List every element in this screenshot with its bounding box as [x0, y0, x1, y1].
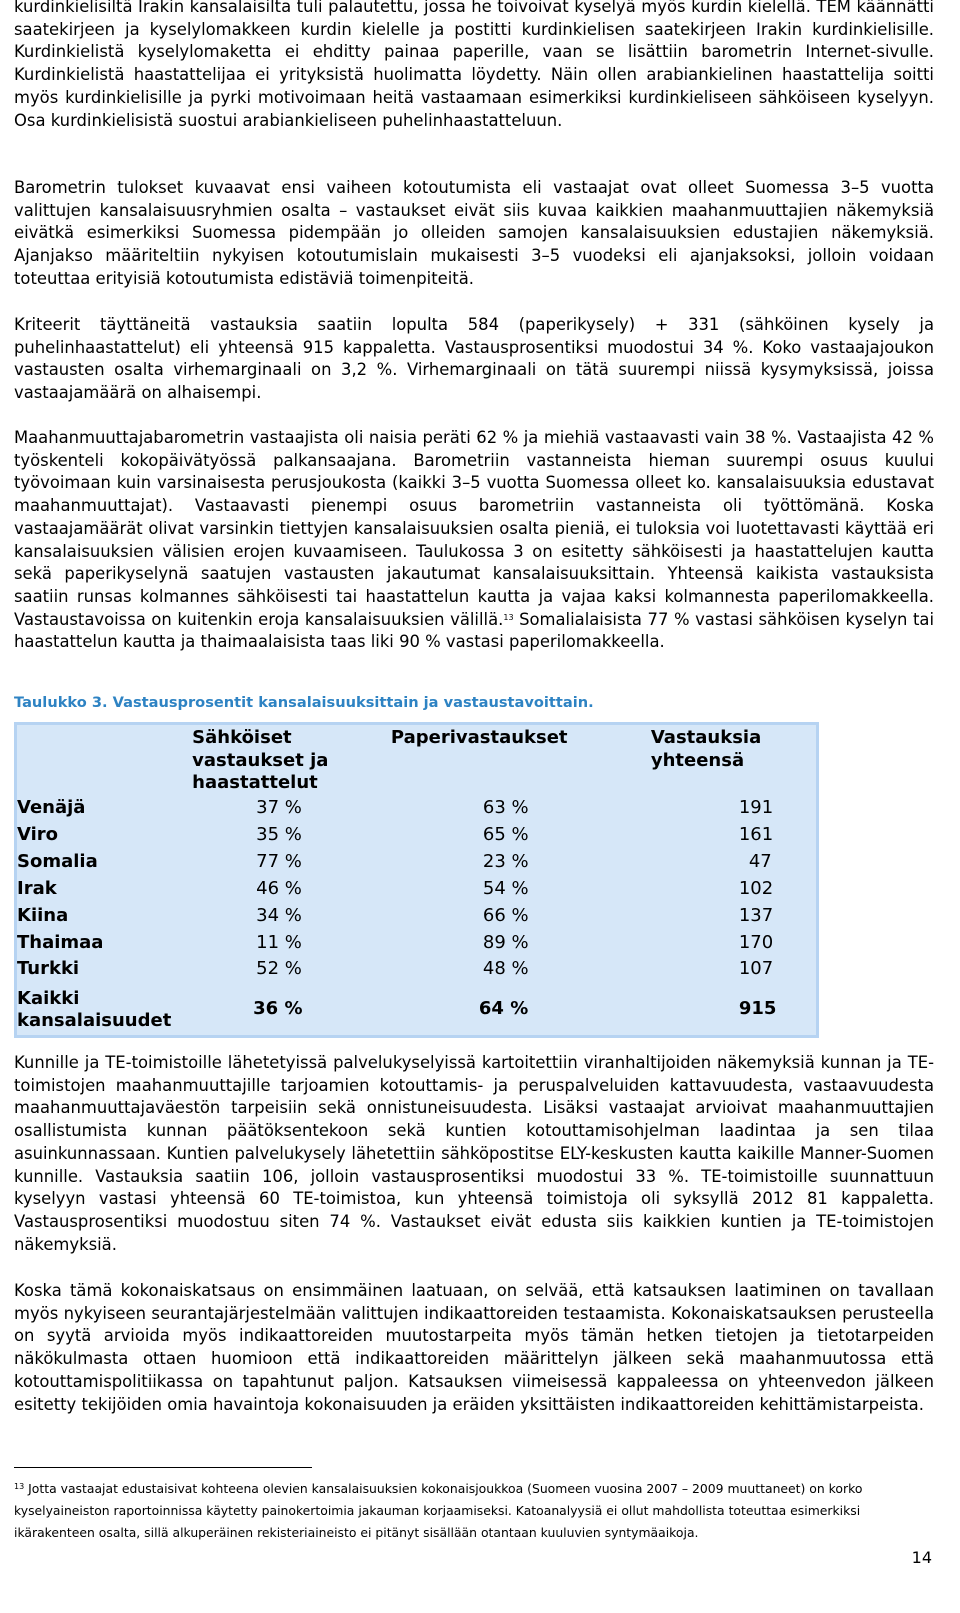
paragraph-barometer-results: Barometrin tulokset kuvaavat ensi vaiheen kotoutumista eli vastaajat ovat olleet Suomessa 3–5 vuotta valittujen kansalaisuusryhmien osalta – vastaukset eivät siis kuvaa kaikkien maahanmuuttajien näkemyksiä eivätkä esimerkiksi Suomessa pidempään jo olleiden samojen kansalaisuuksien edustajien näkemyksiä. Ajanjakso määriteltiin nykyisen kotoutumislain mukaisesti 3–5 vuodeksi eli ajanjaksoksi, jolloin voidaan toteuttaa erityisiä kotoutumista edistäviä toimenpiteitä.	[14, 178, 934, 288]
cell-electronic: 77 %	[256, 850, 302, 872]
cell-electronic: 46 %	[256, 877, 302, 899]
cell-total: 161	[738, 823, 774, 845]
table-row	[16, 956, 818, 983]
cell-paper: 23 %	[482, 850, 529, 872]
cell-electronic: 35 %	[256, 823, 302, 845]
row-label: Irak	[17, 877, 57, 899]
cell-paper: 89 %	[482, 931, 529, 953]
table-header-row	[16, 724, 818, 796]
table-caption: Taulukko 3. Vastausprosentit kansalaisuuksittain ja vastaustavoittain.	[14, 694, 594, 711]
table-row	[16, 930, 818, 957]
footnote	[14, 1478, 914, 1544]
table-row	[16, 876, 818, 903]
response-table	[14, 722, 819, 1038]
cell-paper: 65 %	[482, 823, 529, 845]
page-number: 14	[911, 1548, 932, 1567]
row-label: Kiina	[17, 904, 69, 926]
cell-total: 170	[738, 931, 774, 953]
total-electronic: 36 %	[253, 998, 303, 1020]
header-total: Vastauksia yhteensä	[650, 727, 762, 771]
row-label: Somalia	[17, 850, 98, 872]
paragraph-respondents-text: Maahanmuuttajabarometrin vastaajista oli naisia peräti 62 % ja miehiä vastaavasti vain 38 %. Vastaajista 42 % työskenteli kokopäivätyössä palkansaajana. Barometriin vastanneista hieman suurempi osuus kuului työvoimaan kuin varsinaisesta perusjoukosta (kaikki 3–5 vuotta Suomessa olleet ko. kansalaisuuksia edustavat maahanmuuttajat). Vastaavasti pienempi osuus barometriin vastanneista oli työttömänä. Koska vastaajamäärät olivat varsinkin tiettyjen kansalaisuuksien osalta pieniä, ei tuloksia voi luotettavasti käyttää eri kansalaisuuksien välisien erojen kuvaamiseen. Taulukossa 3 on esitetty sähköisesti ja haastattelujen kautta sekä paperikyselynä saatujen vastausten jakautumat kansalaisuuksittain. Yhteensä kaikista vastauksista saatiin runsas kolmannes sähköisesti tai haastattelun kautta ja vajaa kaksi kolmannesta paperilomakkeella. Vastaustavoissa on kuitenkin eroja kansalaisuuksien välillä.	[14, 428, 934, 629]
cell-paper: 66 %	[482, 904, 529, 926]
paragraph-review-notes: Koska tämä kokonaiskatsaus on ensimmäinen laatuaan, on selvää, että katsauksen laatiminen on tavallaan myös nykyiseen seurantajärjestelmään valittujen indikaattoreiden testaamista. Kokonaiskatsauksen perusteella on syytä arvioida myös indikaattoreiden muutostarpeita myös tämän hetken tietojen ja tietotarpeiden näkökulmasta ottaen huomioon että indikaattoreiden määrittelyn jälkeen sekä maahanmuutossa että kotouttamispolitiikassa on tapahtunut paljon. Katsauksen viimeisessä kappaleessa on yhteenvedon jälkeen esitetty tekijöiden omia havaintoja kokonaisuuden ja eräiden yksittäisten indikaattoreiden kehittämistarpeista.	[14, 1281, 934, 1414]
total-sum: 915	[738, 998, 777, 1020]
cell-total: 137	[738, 904, 774, 926]
cell-electronic: 52 %	[256, 958, 302, 980]
footnote-text: Jotta vastaajat edustaisivat kohteena olevien kansalaisuuksien kokonaisjoukkoa (Suomeen vuosina 2007 – 2009 muuttaneet) on korko kyselyaineiston raportoinnissa käytetty painokertoimia jakauman korjaamiseksi. Katoanalyysiä ei ollut mahdollista toteuttaa esimerkiksi ikärakenteen osalta, sillä alkuperäinen rekisteriaineisto ei pitänyt sisällään otantaan kuuluvien syntymäaikoja.	[14, 1481, 863, 1540]
footnote-mark: 13	[14, 1482, 25, 1491]
table-row	[16, 795, 818, 822]
cell-electronic: 37 %	[256, 797, 302, 818]
header-electronic: Sähköiset vastaukset ja haastattelut	[192, 727, 329, 793]
cell-total: 107	[738, 958, 774, 980]
total-paper: 64 %	[478, 998, 529, 1020]
row-label: Viro	[17, 823, 59, 845]
cell-paper: 63 %	[482, 797, 529, 818]
cell-total: 47	[748, 850, 772, 872]
footnote-divider	[14, 1467, 312, 1468]
cell-electronic: 11 %	[256, 931, 302, 953]
cell-total: 102	[738, 877, 774, 899]
header-paper: Paperivastaukset	[390, 727, 568, 748]
cell-electronic: 34 %	[256, 904, 302, 926]
paragraph-kurdish-survey: kurdinkielisiltä Irakin kansalaisilta tuli palautettu, jossa he toivoivat kyselyä myös kurdin kielellä. TEM käännätti saatekirjeen ja kyselylomakkeen kurdin kielelle ja postitti kurdinkielisen saatekirjeen Irakin kurdinkielisille. Kurdinkielistä kyselylomaketta ei ehditty painaa paperille, vaan se lisättiin barometrin Internet-sivulle. Kurdinkielistä haastattelijaa ei yrityksistä huolimatta löydetty. Näin ollen arabiankielinen haastattelija soitti myös kurdinkielisille ja pyrki motivoimaan heitä vastaamaan esimerkiksi kurdinkieliseen sähköiseen kyselyyn. Osa kurdinkielisistä suostui arabiankieliseen puhelinhaastatteluun.	[14, 0, 934, 130]
footnote-reference[interactable]: 13	[503, 612, 514, 622]
cell-paper: 48 %	[482, 958, 529, 980]
table-total-row	[16, 983, 818, 1037]
total-row-label: Kaikki kansalaisuudet	[17, 988, 172, 1032]
table-row	[16, 903, 818, 930]
row-label: Turkki	[17, 958, 80, 980]
paragraph-respondents	[14, 427, 934, 654]
paragraph-respondents-text-end: Somalialaisista 77 % vastasi sähköisen kyselyn tai haastattelun kautta ja thaimaalaisista taas liki 90 % vastasi paperilomakkeella.	[14, 609, 935, 652]
cell-paper: 54 %	[482, 877, 529, 899]
paragraph-service-surveys: Kunnille ja TE-toimistoille lähetetyissä palvelukyselyissä kartoitettiin viranhaltijoiden näkemyksiä kunnan ja TE-toimistojen maahanmuuttajille tarjoamien kotouttamis- ja peruspalveluiden kattavuudesta, vastaavuudesta maahanmuuttajaväestön tarpeisiin sekä onnistuneisuudesta. Lisäksi vastaajat arvioivat maahanmuuttajien osallistumista kunnan päätöksentekoon sekä kuntien kotouttamisohjelman laadintaa ja sen tilaa asuinkunnassaan. Kuntien palvelukysely lähetettiin sähköpostitse ELY-keskusten kautta kaikille Manner-Suomen kunnille. Vastauksia saatiin 106, jolloin vastausprosentiksi muodostui 33 %. TE-toimistoille suunnattuun kyselyyn vastasi yhteensä 60 TE-toimistoa, kun yhteensä toimistoja oli syksyllä 2012 81 kappaletta. Vastausprosentiksi muodostuu siten 74 %. Vastaukset eivät edusta siis kaikkien kuntien ja TE-toimistojen näkemyksiä.	[14, 1053, 934, 1254]
paragraph-response-rate: Kriteerit täyttäneitä vastauksia saatiin lopulta 584 (paperikysely) + 331 (sähköinen kysely ja puhelinhaastattelut) eli yhteensä 915 kappaletta. Vastausprosentiksi muodostui 34 %. Koko vastaajajoukon vastausten osalta virhemarginaali on 3,2 %. Virhemarginaali on tätä suurempi niissä kysymyksissä, joissa vastaajamäärä on alhaisempi.	[14, 315, 934, 403]
cell-total: 191	[738, 797, 774, 818]
row-label: Venäjä	[17, 797, 86, 818]
table-row	[16, 822, 818, 849]
response-table-wrapper	[14, 722, 819, 1038]
table-row	[16, 849, 818, 876]
header-empty	[16, 724, 193, 796]
row-label: Thaimaa	[17, 931, 104, 953]
